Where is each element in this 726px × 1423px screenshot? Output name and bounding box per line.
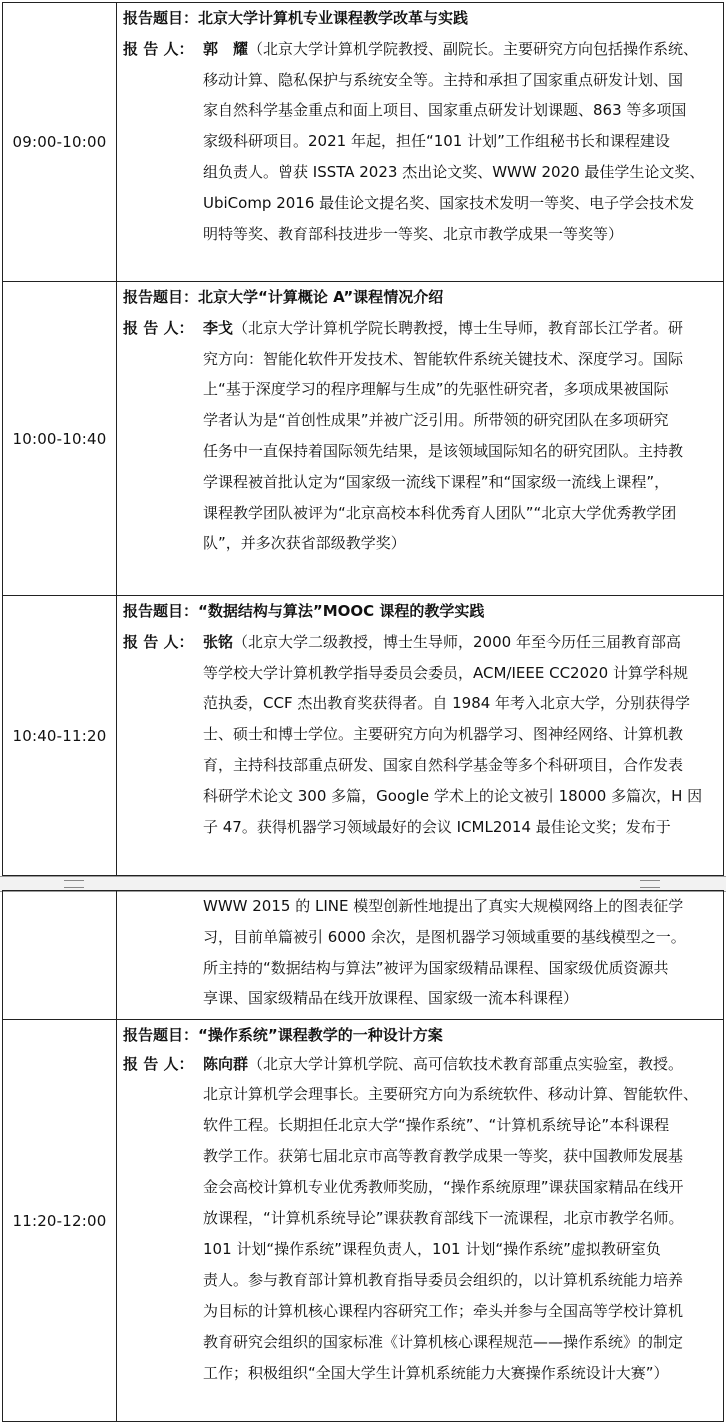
session-title: “数据结构与算法”MOOC 课程的教学实践 — [198, 602, 485, 620]
bio-line: 范执委，CCF 杰出教育奖获得者。自 1984 年考入北京大学，分别获得学 — [203, 694, 691, 713]
session-time: 10:00-10:40 — [3, 282, 117, 595]
bio-line: 等学校大学计算机教学指导委员会委员，ACM/IEEE CC2020 计算学科规 — [203, 663, 688, 682]
speaker-label: 报 告 人： — [123, 1055, 194, 1073]
bio-line: 享课、国家级精品在线开放课程、国家级一流本科课程） — [203, 989, 579, 1008]
bio-line: （北京大学计算机学院长聘教授，博士生导师，教育部长江学者。研 — [233, 318, 684, 337]
session-row-continued — [3, 891, 723, 1019]
bio-line: UbiComp 2016 最佳论文提名奖、国家技术发明一等奖、电子学会技术发 — [203, 193, 695, 212]
bio-line: （北京大学计算机学院、高可信软技术教育部重点实验室，教授。 — [248, 1055, 684, 1073]
title-label: 报告题目： — [123, 1026, 199, 1044]
bio-line: 明特等奖、教育部科技进步一等奖、北京市教学成果一等奖等） — [203, 224, 624, 243]
bio-line: 金会高校计算机专业优秀教师奖励，“操作系统原理”课获国家精品在线开 — [203, 1178, 684, 1196]
session-row — [3, 595, 723, 875]
speaker-label: 报 告 人： — [123, 39, 194, 58]
bio-line: 家自然科学基金重点和面上项目、国家重点研发计划课题、863 等多项国 — [203, 101, 687, 120]
session-time: 09:00-10:00 — [3, 3, 117, 281]
speaker-line — [123, 627, 717, 658]
session-title-line — [123, 596, 717, 627]
bio-line: 上“基于深度学习的程序理解与生成”的先驱性研究者，多项成果被国际 — [203, 380, 669, 399]
session-content — [117, 596, 723, 875]
bio-line: 为目标的计算机核心课程内容研究工作；牵头并参与全国高等学校计算机 — [203, 1302, 684, 1320]
bio-line: 放课程，“计算机系统导论”课获教育部线下一流课程，北京市教学名师。 — [203, 1209, 684, 1227]
speaker-name: 陈向群 — [203, 1055, 249, 1073]
bio-line: 教学工作。获第七届北京市高等教育教学成果一等奖，获中国教师发展基 — [203, 1147, 684, 1165]
bio-line: 习，目前单篇被引 6000 余次，是图机器学习领域重要的基线模型之一。 — [203, 927, 686, 946]
session-title-line — [123, 3, 717, 34]
session-title: 北京大学计算机专业课程教学改革与实践 — [198, 9, 469, 27]
schedule-table-part-1 — [2, 2, 724, 876]
bio-line: 组负责人。曾获 ISSTA 2023 杰出论文奖、WWW 2020 最佳学生论文奖、 — [203, 162, 705, 181]
speaker-name: 郭 耀 — [203, 39, 249, 58]
title-label: 报告题目： — [123, 9, 199, 27]
title-label: 报告题目： — [123, 288, 199, 306]
session-title-line — [123, 1020, 717, 1050]
session-content — [117, 282, 723, 595]
speaker-label: 报 告 人： — [123, 318, 194, 337]
speaker-name: 张铭 — [203, 632, 234, 651]
session-title-line — [123, 282, 717, 313]
session-time-empty — [3, 891, 117, 1019]
bio-line: 任务中一直保持着国际领先结果，是该领域国际知名的研究团队。主持教 — [203, 441, 684, 460]
bio-line: （北京大学二级教授，博士生导师，2000 年至今历任三届教育部高 — [233, 632, 681, 651]
divider-mark — [64, 880, 84, 888]
bio-line: 责人。参与教育部计算机教育指导委员会组织的，以计算机系统能力培养 — [203, 1271, 684, 1289]
bio-line: 士、硕士和博士学位。主要研究方向为机器学习、图神经网络、计算机教 — [203, 725, 684, 744]
bio-line: （北京大学计算机学院教授、副院长。主要研究方向包括操作系统、 — [248, 39, 699, 58]
speaker-name: 李戈 — [203, 318, 234, 337]
bio-line: 子 47。获得机器学习领域最好的会议 ICML2014 最佳论文奖；发布于 — [203, 817, 671, 836]
bio-line: 移动计算、隐私保护与系统安全等。主持和承担了国家重点研发计划、国 — [203, 70, 684, 89]
bio-line: 队”，并多次获省部级教学奖） — [203, 534, 406, 553]
session-row — [3, 3, 723, 281]
bio-line: 101 计划“操作系统”课程负责人，101 计划“操作系统”虚拟教研室负 — [203, 1240, 661, 1258]
session-row — [3, 281, 723, 595]
bio-line: 课程教学团队被评为“北京高校本科优秀育人团队”“北京大学优秀教学团 — [203, 503, 677, 522]
speaker-label: 报 告 人： — [123, 632, 194, 651]
session-content — [117, 891, 723, 1019]
bio-line: 学者认为是“首创性成果”并被广泛引用。所带领的研究团队在多项研究 — [203, 411, 669, 430]
session-content — [117, 3, 723, 281]
title-label: 报告题目： — [123, 602, 199, 620]
schedule-table-part-2 — [2, 890, 724, 1422]
session-time: 11:20-12:00 — [3, 1020, 117, 1422]
bio-line: 北京计算机学会理事长。主要研究方向为系统软件、移动计算、智能软件、 — [203, 1085, 699, 1103]
session-title: “操作系统”课程教学的一种设计方案 — [198, 1026, 443, 1044]
bio-line: WWW 2015 的 LINE 模型创新性地提出了真实大规模网络上的图表征学 — [203, 897, 684, 915]
divider-mark — [640, 880, 660, 888]
speaker-line — [123, 313, 717, 344]
session-content — [117, 1020, 723, 1422]
speaker-line — [123, 1050, 717, 1079]
bio-line: 软件工程。长期担任北京大学“操作系统”、“计算机系统导论”本科课程 — [203, 1116, 670, 1134]
session-time: 10:40-11:20 — [3, 596, 117, 875]
bio-line: 所主持的“数据结构与算法”被评为国家级精品课程、国家级优质资源共 — [203, 958, 669, 977]
bio-line: 学课程被首批认定为“国家级一流线下课程”和“国家级一流线上课程”， — [203, 472, 670, 491]
bio-line: 家级科研项目。2021 年起，担任“101 计划”工作组秘书长和课程建设 — [203, 132, 670, 151]
bio-line: 科研学术论文 300 多篇，Google 学术上的论文被引 18000 多篇次，H 因 — [203, 786, 703, 805]
bio-line: 工作；积极组织“全国大学生计算机系统能力大赛操作系统设计大赛”） — [203, 1364, 669, 1382]
session-row — [3, 1019, 723, 1422]
bio-line: 教育研究会组织的国家标准《计算机核心课程规范——操作系统》的制定 — [203, 1333, 684, 1351]
bio-line: 究方向：智能化软件开发技术、智能软件系统关键技术、深度学习。国际 — [203, 349, 684, 368]
bio-line: 育，主持科技部重点研发、国家自然科学基金等多个科研项目，合作发表 — [203, 755, 684, 774]
session-title: 北京大学“计算概论 A”课程情况介绍 — [198, 288, 444, 306]
speaker-line — [123, 34, 717, 65]
